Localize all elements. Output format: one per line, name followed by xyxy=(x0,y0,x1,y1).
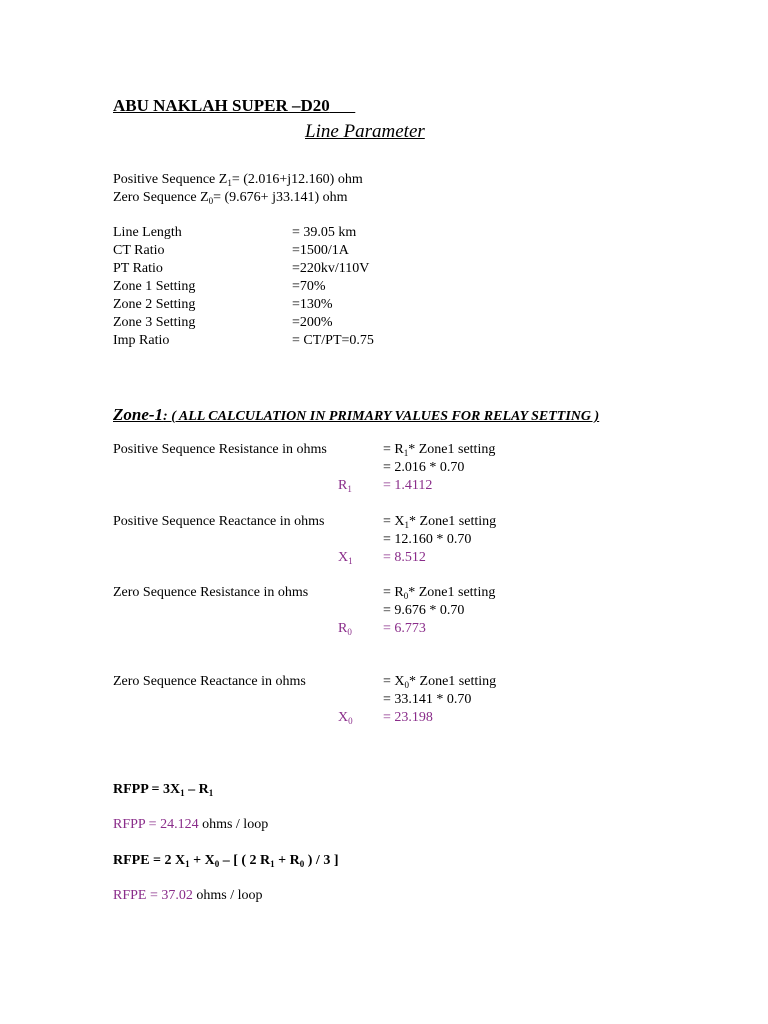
rfpp-formula: RFPP = $3X_1 - R_1$ xyxy=(113,782,214,798)
parameter-label: Zone 2 Setting xyxy=(113,297,196,312)
calc-substitution: = 33.141 * 0.70 xyxy=(383,692,472,707)
parameter-label: PT Ratio xyxy=(113,261,163,276)
parameter-value: =130% xyxy=(292,297,333,312)
parameter-label: Line Length xyxy=(113,225,182,240)
calc-label: Zero Sequence Reactance in ohms xyxy=(113,674,306,689)
calc-symbol: $R_0$ xyxy=(338,621,352,637)
calc-label: Zero Sequence Resistance in ohms xyxy=(113,585,309,600)
calc-substitution: = 2.016 * 0.70 xyxy=(383,460,465,475)
calc-symbol: $X_1$ xyxy=(338,550,353,566)
calc-substitution: = 12.160 * 0.70 xyxy=(383,532,472,547)
calc-formula: = $R_0*$ Zone1 setting xyxy=(383,585,496,601)
rfpe-result: RFPE = 37.02 ohms / loop xyxy=(113,888,263,903)
calc-result: = 23.198 xyxy=(383,710,433,725)
positive-sequence-impedance: Positive Sequence $Z_1= (2.016+j12.160)$ ohm xyxy=(113,172,363,188)
calc-result: = 6.773 xyxy=(383,621,426,636)
calc-formula: = $X_0*$ Zone1 setting xyxy=(383,674,497,690)
calc-label: Positive Sequence Reactance in ohms xyxy=(113,514,325,529)
rfpp-result: RFPP = 24.124 ohms / loop xyxy=(113,817,269,832)
calc-result: = 1.4112 xyxy=(383,478,433,493)
parameter-value: = CT/PT=0.75 xyxy=(292,333,374,348)
calc-symbol: $R_1$ xyxy=(338,478,352,494)
rfpe-formula: RFPE = 2 $X_1 + X_0$ – [ ( 2 $R_1 + R_0$ ) / 3 ] xyxy=(113,853,339,869)
parameter-value: =220kv/110V xyxy=(292,261,370,276)
document-title: ABU NAKLAH SUPER –D20 xyxy=(113,96,330,115)
parameter-value: = 39.05 km xyxy=(292,225,357,240)
calc-formula: = $X_1*$ Zone1 setting xyxy=(383,514,497,530)
calc-result: = 8.512 xyxy=(383,550,426,565)
calc-symbol: $X_0$ xyxy=(338,710,353,726)
zone-1-heading: Zone-1: ( ALL CALCULATION IN PRIMARY VALUES FOR RELAY SETTING ) xyxy=(113,405,600,424)
zero-sequence-impedance: Zero Sequence $Z_0= (9.676+ j33.141)$ ohm xyxy=(113,190,348,206)
parameter-value: =70% xyxy=(292,279,326,294)
calc-substitution: = 9.676 * 0.70 xyxy=(383,603,465,618)
parameter-label: CT Ratio xyxy=(113,243,165,258)
section-title-line-parameter: Line Parameter xyxy=(305,121,425,142)
parameter-label: Zone 1 Setting xyxy=(113,279,196,294)
parameter-label: Zone 3 Setting xyxy=(113,315,196,330)
parameter-value: =200% xyxy=(292,315,333,330)
calc-formula: = $R_1*$ Zone1 setting xyxy=(383,442,496,458)
parameter-label: Imp Ratio xyxy=(113,333,170,348)
parameter-value: =1500/1A xyxy=(292,243,349,258)
calc-label: Positive Sequence Resistance in ohms xyxy=(113,442,327,457)
